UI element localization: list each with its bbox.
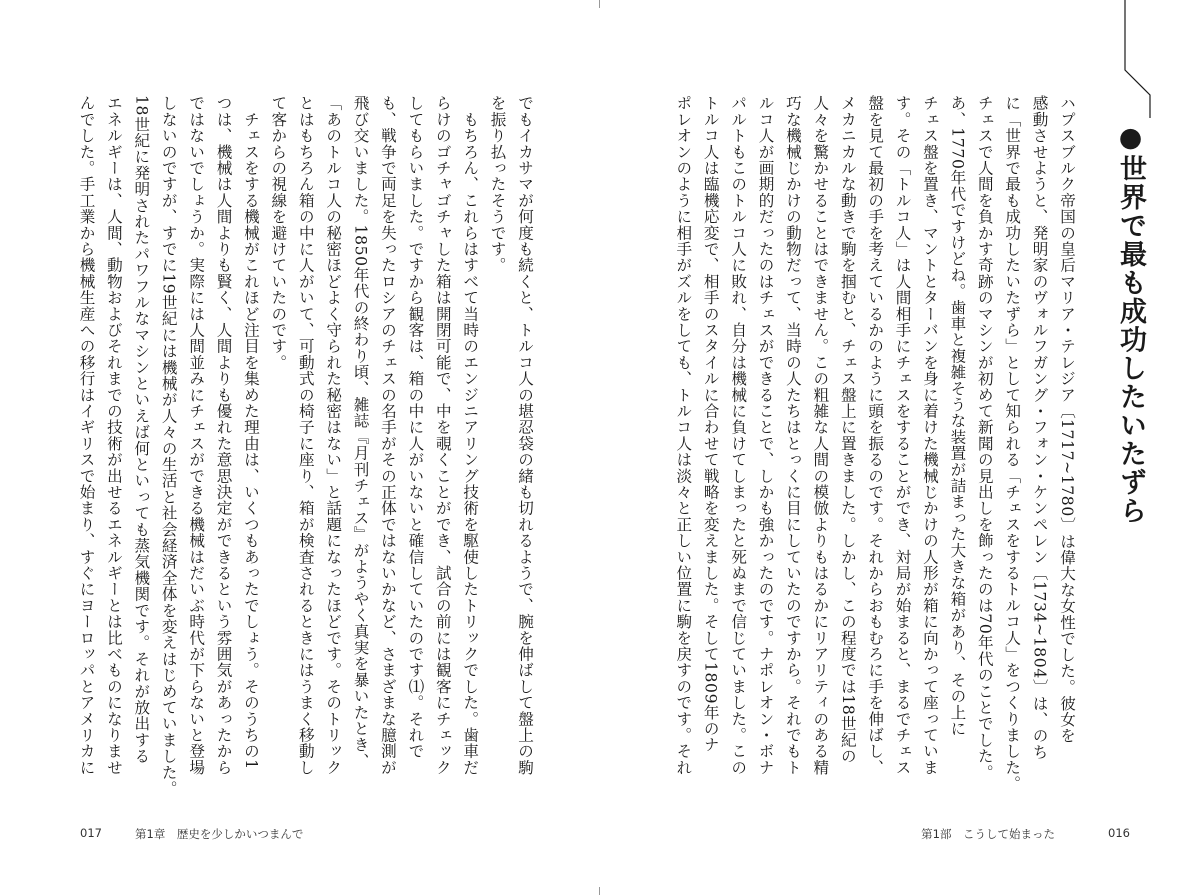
right-page-body bbox=[669, 95, 1080, 792]
body-line: ハプスブルク帝国の皇后マリア・テレジア〔1717~1780〕は偉大な女性でした。彼女を bbox=[1058, 95, 1076, 744]
section-bullet: ● bbox=[1115, 122, 1146, 155]
body-line: でもイカサマが何度も続くと、トルコ人の堪忍袋の緒も切れるようで、腕を伸ばして盤上の駒 bbox=[516, 95, 534, 776]
body-line: 巧な機械じかけの動物だって、当時の人たちはとっくに目にしていたのですから。それでもト bbox=[783, 95, 802, 776]
body-line: 飛び交いました。1850年代の終わり頃、雑誌『月刊チェス』がようやく真実を暴いたとき、 bbox=[351, 95, 370, 769]
body-line: に「世界で最も成功したいたずら」として知られる「チェスをするトルコ人」をつくりました。 bbox=[1003, 95, 1022, 792]
body-line: んでした。手工業から機械生産への移行はイギリスで始まり、すぐにヨーロッパとアメリカに bbox=[77, 95, 96, 776]
running-footer-part: 第1部 こうして始まった bbox=[921, 827, 1055, 841]
body-line: メカニカルな動きで駒を掴むと、チェス盤上に置きました。しかし、この程度では18世紀の bbox=[838, 95, 857, 765]
body-line: トルコ人は臨機応変で、相手のスタイルに合わせて戦略を変えました。そして1809年のナ bbox=[701, 95, 720, 753]
body-line: 「あのトルコ人の秘密ほどよく守られた秘密はない」と話題になったほどです。そのトリック bbox=[324, 95, 343, 776]
body-line: 盤を見て最初の手を考えているかのように頭を振るのです。それからおもむろに手を伸ばし、 bbox=[866, 95, 885, 776]
body-line: を振り払ったそうです。 bbox=[488, 95, 507, 274]
body-line: らけのゴチャゴチャした箱は開閉可能で、中を覗くことができ、試合の前には観客にチェック bbox=[433, 95, 452, 776]
body-line: も、戦争で両足を失ったロシアのチェスの名手がその正体ではないかなど、さまざまな臆測が bbox=[378, 95, 397, 776]
body-line: とはもちろん箱の中に人がいて、可動式の椅子に座り、箱が検査されるときにはうまく移動し bbox=[296, 95, 315, 776]
body-line: してもらいました。ですから観客は、箱の中に人がいないと確信していたのです⑴。それで bbox=[406, 95, 425, 760]
body-line: チェスをする機械がこれほど注目を集めた理由は、いくつもあったでしょう。そのうちの1 bbox=[241, 95, 260, 770]
section-title-text: 世界で最も成功したいたずら bbox=[1115, 154, 1146, 525]
left-page-body bbox=[72, 95, 538, 797]
body-line: チェスで人間を負かす奇跡のマシンが初めて新聞の見出しを飾ったのは70年代のことでした。 bbox=[975, 95, 994, 781]
running-footer-chapter: 第1章 歴史を少しかいつまんで bbox=[135, 827, 304, 841]
body-line: あ、1770年代ですけどね。歯車と複雑そうな装置が詰まった大きな箱があり、その上に bbox=[948, 95, 967, 737]
page-number-right: 016 bbox=[1108, 826, 1130, 840]
body-line: て客からの視線を避けていたのです。 bbox=[269, 95, 288, 371]
body-line: 18世紀に発明されたパワフルなマシンといえば何といっても蒸気機関です。それが放出する bbox=[132, 95, 151, 765]
page-number-left: 017 bbox=[80, 826, 102, 840]
body-line: エネルギーは、人間、動物およびそれまでの技術が出せるエネルギーとは比べものになりませ bbox=[104, 95, 123, 776]
body-line: パルトもこのトルコ人に敗れ、自分は機械に負けてしまったと死ぬまで信じていました。この bbox=[729, 95, 748, 776]
body-line: しないのですが、すでに19世紀には機械が人々の生活と社会経済全体を変えはじめていました。 bbox=[159, 95, 178, 797]
body-line: ポレオンのように相手がズルをしても、トルコ人は淡々と正しい位置に駒を戻すのです。それ bbox=[674, 95, 693, 776]
body-line: ではないでしょうか。実際には人間並みにチェスができる機械はだいぶ時代が下らないと登場 bbox=[187, 95, 206, 776]
body-line: 感動させようと、発明家のヴォルフガング・フォン・ケンペレン〔1734~1804〕は、のち bbox=[1030, 95, 1049, 760]
body-line: す。その「トルコ人」は人間相手にチェスをすることができ、対局が始まると、まるでチェス bbox=[893, 95, 912, 776]
body-line: 人々を驚かせることはできません。この粗雑な人間の模倣よりもはるかにリアリティのある精 bbox=[811, 95, 830, 776]
section-title bbox=[1111, 122, 1150, 525]
body-line: つは、機械は人間よりも賢く、人間よりも優れた意思決定ができるという雰囲気があったから bbox=[214, 95, 233, 776]
body-line: チェス盤を置き、マントとターバンを身に着けた機械じかけの人形が箱に向かって座っていま bbox=[920, 95, 939, 776]
body-line: ルコ人が画期的だったのはチェスができることで、しかも強かったのです。ナポレオン・ボナ bbox=[756, 95, 775, 776]
right-page bbox=[600, 0, 1200, 895]
body-line: もちろん、これらはすべて当時のエンジニアリング技術を駆使したトリックでした。歯車だ bbox=[461, 95, 480, 776]
